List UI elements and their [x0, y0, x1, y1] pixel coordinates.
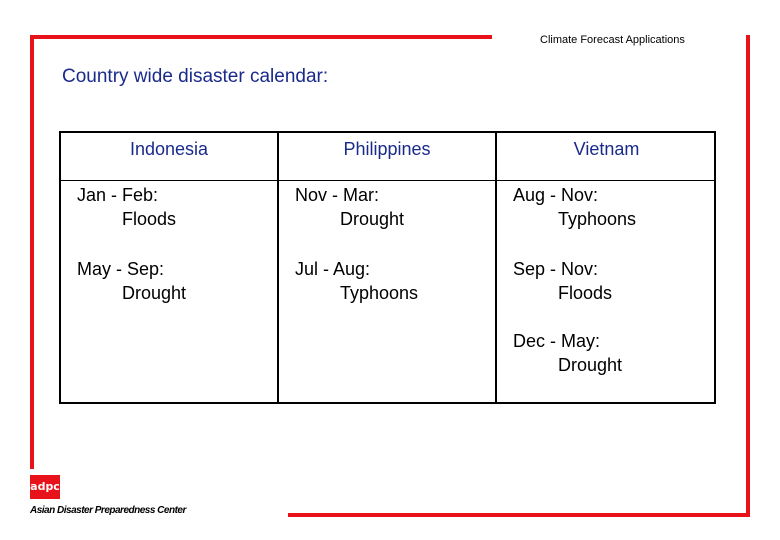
calendar-entry	[295, 257, 418, 305]
column-header: Indonesia	[129, 139, 209, 159]
calendar-entry	[77, 183, 176, 231]
column-vietnam	[497, 133, 716, 402]
column-header: Philippines	[343, 139, 431, 159]
calendar-entry	[77, 257, 186, 305]
entry-event: Typhoons	[340, 283, 419, 303]
entry-event: Drought	[340, 209, 405, 229]
bottom-red-rule	[288, 513, 750, 517]
calendar-entry	[513, 329, 622, 377]
calendar-entry	[295, 183, 404, 231]
adpc-logo-caption: Asian Disaster Preparedness Center	[30, 505, 186, 516]
entry-period: Aug - Nov:	[513, 185, 599, 205]
right-red-rule	[746, 35, 750, 517]
disaster-calendar-table	[59, 131, 716, 404]
entry-event: Typhoons	[558, 209, 637, 229]
entry-period: Jul - Aug:	[295, 259, 371, 279]
entry-event: Drought	[558, 355, 623, 375]
top-red-rule	[30, 35, 492, 39]
column-indonesia	[61, 133, 279, 402]
calendar-entry	[513, 257, 612, 305]
header-title: Climate Forecast Applications	[540, 34, 685, 46]
slide-title: Country wide disaster calendar:	[62, 66, 329, 87]
calendar-entry	[513, 183, 636, 231]
entry-event: Floods	[122, 209, 177, 229]
entry-period: May - Sep:	[77, 259, 165, 279]
adpc-logo	[30, 475, 186, 525]
entry-event: Drought	[122, 283, 187, 303]
entry-event: Floods	[558, 283, 613, 303]
entry-period: Sep - Nov:	[513, 259, 599, 279]
left-red-rule	[30, 35, 34, 469]
entry-period: Dec - May:	[513, 331, 601, 351]
entry-period: Nov - Mar:	[295, 185, 380, 205]
adpc-logo-mark: adpc	[30, 475, 60, 499]
column-header: Vietnam	[573, 139, 640, 159]
entry-period: Jan - Feb:	[77, 185, 159, 205]
column-philippines	[279, 133, 497, 402]
